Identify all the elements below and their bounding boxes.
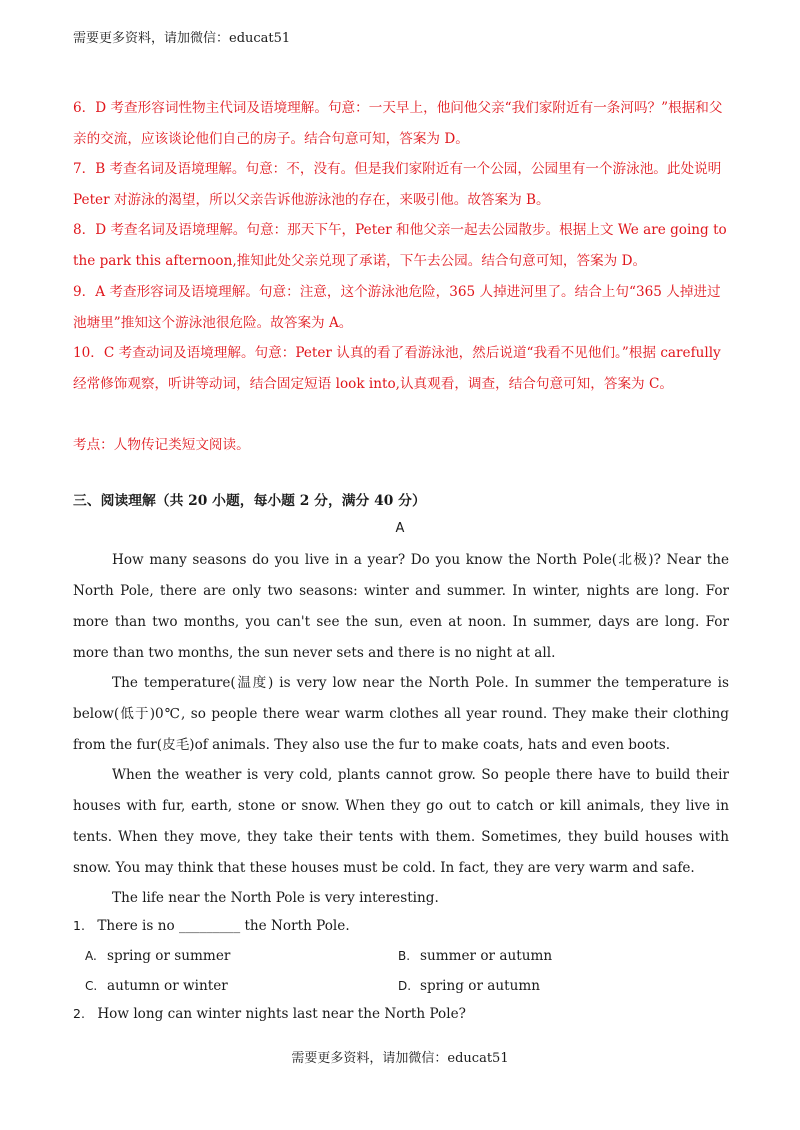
option-text: autumn or winter bbox=[107, 978, 228, 994]
question-number: 2. bbox=[73, 1006, 85, 1021]
passage-paragraph: When the weather is very cold, plants cannot grow. So people there have to build their houses with fur, earth, stone or snow. When they go out to catch or kill animals, they live in tents. When they move, they take their tents with them. Sometimes, they build houses with snow. You may think that these houses must be cold. In fact, they are very warm and safe. bbox=[73, 767, 729, 876]
answer-explanation-8: 8．D 考查名词及语境理解。句意：那天下午，Peter 和他父亲一起去公园散步。根据上文 We are going to the park this afternoon,推知此处父亲兑现了承诺，下午去公园。结合句意可知，答案为 D。 bbox=[73, 222, 727, 269]
option-c[interactable] bbox=[85, 978, 228, 994]
answer-explanation-7: 7．B 考查名词及语境理解。句意：不，没有。但是我们家附近有一个公园，公园里有一个游泳池。此处说明 Peter 对游泳的渴望，所以父亲告诉他游泳池的存在，来吸引他。故答案为 B。 bbox=[73, 161, 722, 208]
option-text: spring or autumn bbox=[420, 978, 541, 994]
kaodian-note: 考点：人物传记类短文阅读。 bbox=[73, 437, 250, 453]
option-text: spring or summer bbox=[107, 948, 231, 964]
answer-explanation-6: 6．D 考查形容词性物主代词及语境理解。句意：一天早上，他问他父亲“我们家附近有一条河吗？”根据和父亲的交流，应该谈论他们自己的房子。结合句意可知，答案为 D。 bbox=[73, 100, 723, 147]
passage-paragraph: How many seasons do you live in a year? Do you know the North Pole(北极)? Near the North Pole, there are only two seasons: winter and summer. In winter, nights are long. For more than two months, you can't see the sun, even at noon. In summer, days are long. For more than two months, the sun never sets and there is no night at all. bbox=[73, 552, 729, 661]
passage-paragraph: The life near the North Pole is very interesting. bbox=[112, 890, 439, 906]
answer-explanation-10: 10．C 考查动词及语境理解。句意：Peter 认真的看了看游泳池，然后说道“我看不见他们。”根据 carefully 经常修饰观察，听讲等动词，结合固定短语 look into,认真观看，调查，结合句意可知，答案为 C。 bbox=[73, 345, 721, 392]
option-letter: C. bbox=[85, 979, 98, 993]
option-d[interactable] bbox=[398, 978, 540, 994]
option-a[interactable] bbox=[85, 948, 230, 964]
page-header: 需要更多资料，请加微信：educat51 bbox=[73, 31, 291, 46]
question-number: 1. bbox=[73, 918, 85, 933]
option-letter: B. bbox=[398, 949, 411, 963]
passage-paragraph: The temperature(温度) is very low near the North Pole. In summer the temperature is below(低于)0℃, so people there wear warm clothes all year round. They make their clothing from the fur(皮毛)of animals. They also use the fur to make coats, hats and even boots. bbox=[73, 675, 729, 753]
option-letter: D. bbox=[398, 979, 412, 993]
option-b[interactable] bbox=[398, 948, 552, 964]
question-text: How long can winter nights last near the North Pole? bbox=[97, 1006, 466, 1022]
question-1 bbox=[73, 918, 350, 934]
answer-explanation-9: 9．A 考查形容词及语境理解。句意：注意，这个游泳池危险，365 人掉进河里了。结合上句“365 人掉进过池塘里”推知这个游泳池很危险。故答案为 A。 bbox=[73, 284, 721, 331]
question-2 bbox=[73, 1006, 466, 1022]
page-footer: 需要更多资料，请加微信：educat51 bbox=[291, 1051, 509, 1066]
option-letter: A. bbox=[85, 949, 97, 963]
section-title: 三、阅读理解（共 20 小题，每小题 2 分，满分 40 分） bbox=[73, 493, 426, 509]
question-text: There is no _________ the North Pole. bbox=[97, 918, 350, 934]
passage-label: A bbox=[395, 521, 405, 536]
option-text: summer or autumn bbox=[420, 948, 553, 964]
